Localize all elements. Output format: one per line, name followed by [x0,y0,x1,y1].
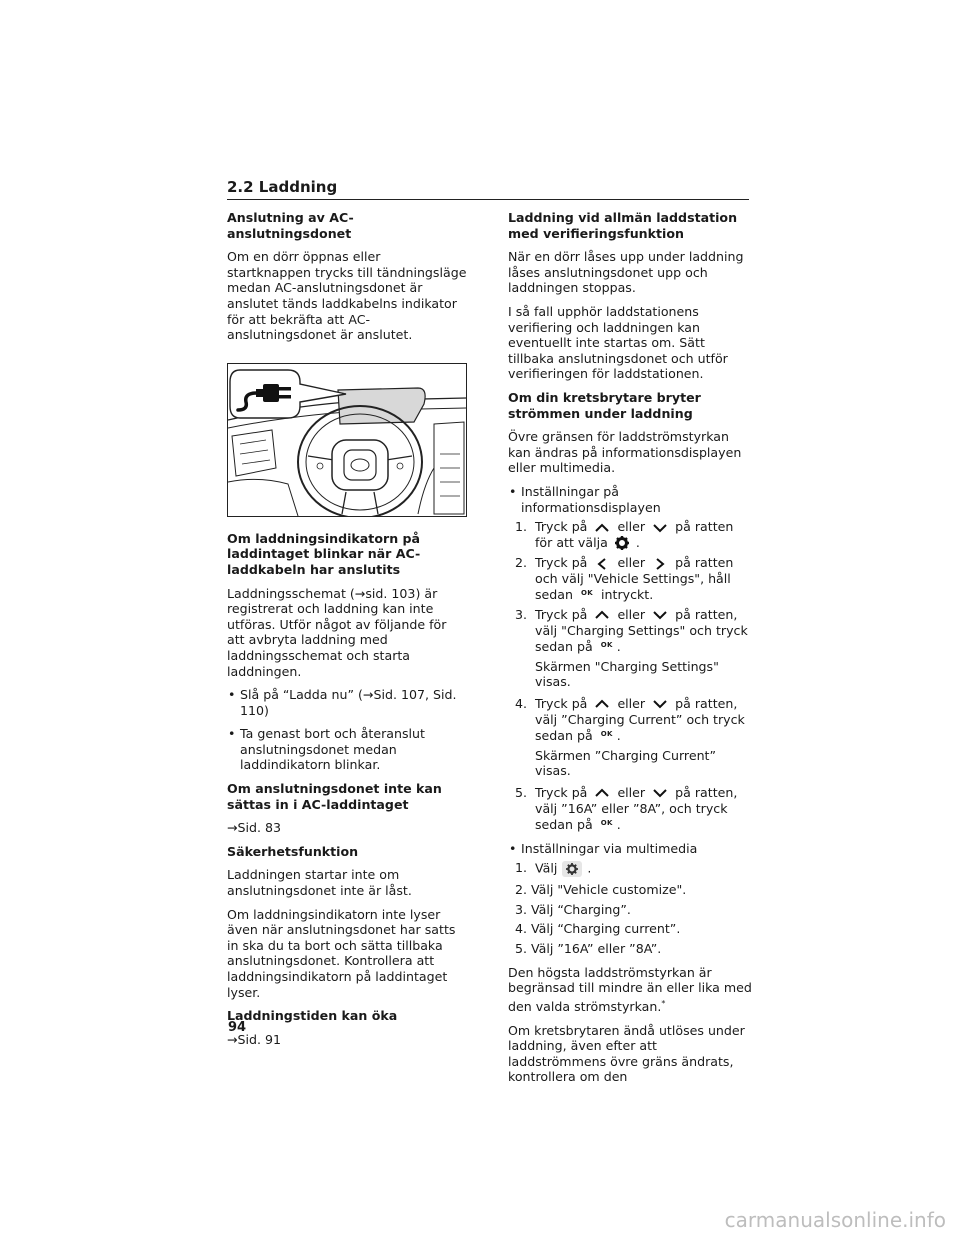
gear-icon [612,535,632,551]
paragraph: Om laddningsindikatorn inte lyser även när anslutningsdonet har satts in ska du ta bort och sätta tillbaka anslutningsdonet. Kontrollera att laddningsindikatorn på laddintaget lyser. [227,906,456,1000]
heading-circuit-breaker: Om din kretsbrytare bryter strömmen under laddning [508,389,701,421]
paragraph: Om en dörr öppnas eller startknappen trycks till tändningsläge medan AC-anslutningsdonet är anslutet tänds laddkabelns indikator för att bekräfta att AC-anslutningsdonet är anslutet. [227,249,467,343]
page-reference: →Sid. 91 [227,1031,282,1047]
heading-indicator-blinks: Om laddningsindikatorn på laddintaget blinkar när AC-laddkabeln har anslutits [227,530,421,577]
list-item: • Slå på “Ladda nu” (→Sid. 107, Sid. 110) [227,687,467,718]
dashboard-illustration [227,363,467,517]
chevron-up-icon [591,787,613,799]
ok-button-icon: OK [600,819,613,828]
heading-safety-function: Säkerhetsfunktion [227,843,359,859]
paragraph: Laddningsschemat (→sid. 103) är registrerat och laddning kan inte utföras. Utför något av följande för att avbryta laddning med laddningsschemat och starta laddningen. [227,585,447,679]
section-title: 2.2 Laddning [227,178,749,200]
chevron-right-icon [649,557,671,571]
step-item: 2. Tryck på eller på ratten och välj "Vehicle Settings", håll sedan $^{OK}$ intryckt. [515,555,734,603]
paragraph: I så fall upphör laddstationens verifiering och laddningen kan eventuellt inte startas om. Sätt tillbaka anslutningsdonet och utför verifieringen för laddstationen. [508,303,728,382]
left-column [227,210,467,1055]
heading-charging-time: Laddningstiden kan öka [227,1008,398,1024]
chevron-up-icon [591,698,613,710]
list-item: • Inställningar via multimedia [508,841,752,857]
right-column [508,210,752,1093]
step-item: 5. Tryck på eller på ratten, välj ”16A” eller ”8A”, och tryck sedan på $^{OK}$ . [515,784,738,833]
ok-button-icon: OK [581,589,594,598]
step-item: 3. Välj “Charging”. [515,901,631,917]
chevron-down-icon [649,698,671,710]
step-item: 4. Tryck på eller på ratten, välj ”Charging Current” och tryck sedan på $^{OK}$ . [515,695,745,744]
chevron-up-icon [591,609,613,621]
paragraph: Den högsta laddströmstyrkan är begränsad till mindre än eller lika med den valda strömstyrkan.* [508,964,752,1015]
step-note: Skärmen "Charging Settings" visas. [535,658,719,690]
step-item: 1. Tryck på eller på ratten för att välja . [515,519,734,550]
chevron-up-icon [591,522,613,534]
list-item: • Ta genast bort och återanslut anslutningsdonet medan laddindikatorn blinkar. [227,726,467,773]
page-number: 94 [228,1020,247,1035]
step-item: 3. Tryck på eller på ratten, välj "Charging Settings" och tryck sedan på $^{OK}$ . [515,606,748,655]
chevron-left-icon [591,557,613,571]
heading-ac-connection: Anslutning av AC-anslutningsdonet [227,210,354,241]
step-note: Skärmen ”Charging Current” visas. [535,747,717,779]
chevron-down-icon [649,609,671,621]
paragraph: Övre gränsen för laddströmstyrkan kan ändras på informationsdisplayen eller multimedia. [508,429,742,476]
step-item: 2. Välj "Vehicle customize". [515,882,687,898]
step-item: 1. Välj . [515,860,752,878]
footnote-marker: * [661,998,666,1008]
step-item: 4. Välj “Charging current”. [515,921,681,937]
chevron-down-icon [649,787,671,799]
list-item: • Inställningar på informationsdisplayen [508,484,752,515]
paragraph: Laddningen startar inte om anslutningsdonet inte är låst. [227,867,412,899]
ok-button-icon: OK [600,641,613,650]
heading-public-station: Laddning vid allmän laddstation med verifieringsfunktion [508,210,738,241]
gear-icon [561,860,583,878]
step-item: 5. Välj ”16A” eller ”8A”. [515,941,662,957]
watermark: carmanualsonline.info [724,1208,946,1232]
chevron-down-icon [649,522,671,534]
page-reference: →Sid. 83 [227,820,282,836]
ok-button-icon: OK [600,730,613,739]
paragraph: Om kretsbrytaren ändå utlöses under laddning, även efter att laddströmmens övre gräns ändrats, kontrollera om den [508,1022,745,1085]
paragraph: När en dörr låses upp under laddning låses anslutningsdonet upp och laddningen stoppas. [508,249,744,296]
heading-connector-cannot-insert: Om anslutningsdonet inte kan sättas in i AC-laddintaget [227,781,442,812]
